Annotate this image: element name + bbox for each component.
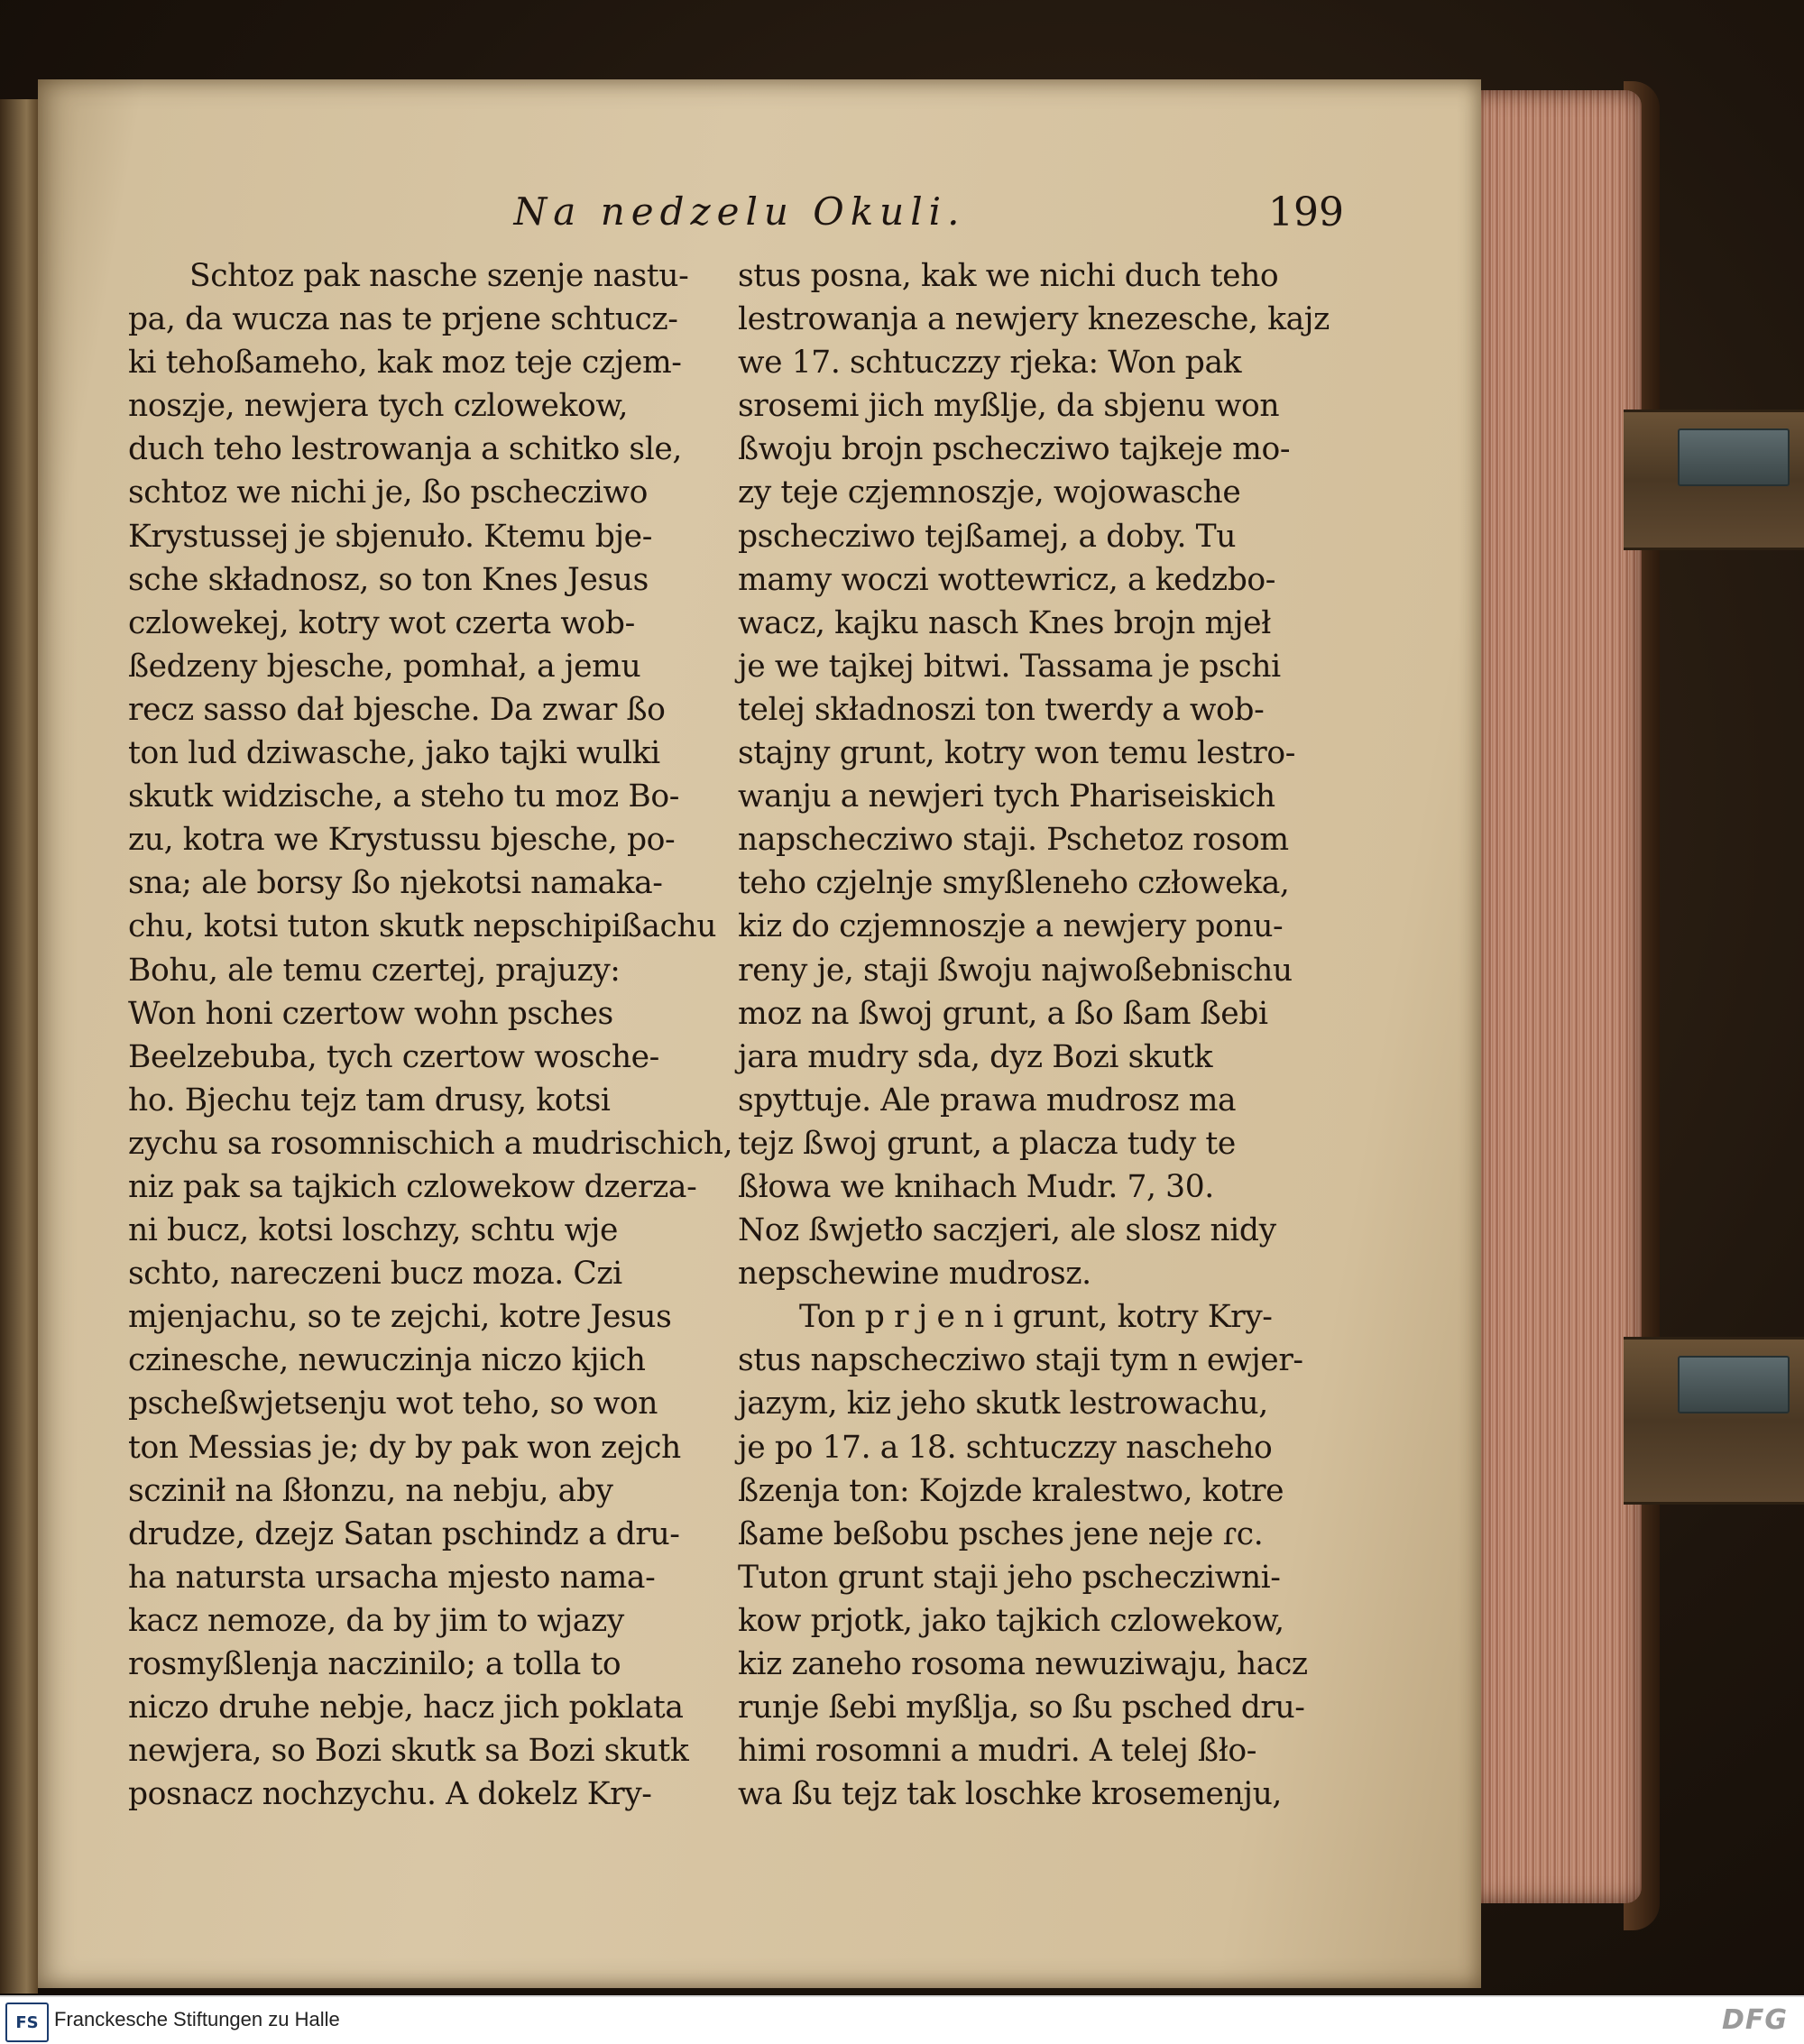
text-line: sna; ale borsy ßo njekotsi namaka- [128, 865, 663, 902]
text-line: ßłowa we knihach Mudr. 7, 30. [738, 1168, 1214, 1205]
text-line: telej składnoszi ton twerdy a wob- [738, 691, 1265, 728]
page-header [135, 189, 1344, 244]
right-text-column [738, 254, 1333, 1816]
text-line: ha natursta ursacha mjesto nama- [128, 1559, 656, 1596]
text-line: kacz nemoze, da by jim to wjazy [128, 1602, 624, 1639]
text-line: ßzenja ton: Kojzde kralestwo, kotre [738, 1472, 1284, 1509]
text-line: teho czjelnje smyßleneho człoweka, [738, 865, 1290, 902]
text-line: tejz ßwoj grunt, a placza tudy te [738, 1125, 1236, 1162]
book-clasp-top [1624, 410, 1804, 550]
book-clasp-bottom [1624, 1337, 1804, 1505]
text-line: drudze, dzejz Satan pschindz a dru- [128, 1515, 680, 1552]
text-line: ton Messias je; dy by pak won zejch [128, 1429, 681, 1466]
text-line: nepschewine mudrosz. [738, 1256, 1091, 1293]
text-line: czlowekej, kotry wot czerta wob- [128, 604, 635, 641]
text-line: moz na ßwoj grunt, a ßo ßam ßebi [738, 995, 1268, 1032]
text-line: chu, kotsi tuton skutk nepschipißachu [128, 908, 717, 945]
text-line: wa ßu tejz tak loschke krosemenju, [738, 1776, 1282, 1813]
text-line: wacz, kajku nasch Knes brojn mjeł [738, 604, 1271, 641]
text-line: kiz zaneho rosoma newuziwaju, hacz [738, 1646, 1308, 1682]
institution-name[interactable]: Franckesche Stiftungen zu Halle [54, 2008, 340, 2030]
text-line: Won honi czertow wohn psches [128, 995, 613, 1032]
text-line: czinesche, newuczinja niczo kjich [128, 1342, 646, 1379]
text-line: lestrowanja a newjery knezesche, kajz [738, 301, 1330, 338]
text-line: jazym, kiz jeho skutk lestrowachu, [738, 1386, 1268, 1423]
text-line: srosemi jich myßlje, da sbjenu won [738, 388, 1280, 425]
text-line: schto, nareczeni bucz moza. Czi [128, 1256, 622, 1293]
text-line: napschecziwo staji. Pschetoz rosom [738, 822, 1289, 859]
text-line: Ton p r j e n i grunt, kotry Kry- [799, 1299, 1273, 1336]
text-line: zu, kotra we Krystussu bjesche, po- [128, 822, 676, 859]
clasp-plate-icon [1678, 1356, 1790, 1413]
dfg-logo[interactable]: DFG [1721, 2004, 1788, 2036]
text-line: kiz do czjemnoszje a newjery ponu- [738, 908, 1284, 945]
text-line: posnacz nochzychu. A dokelz Kry- [128, 1776, 652, 1813]
text-line: je we tajkej bitwi. Tassama je pschi [738, 648, 1281, 685]
text-line: himi rosomni a mudri. A telej ßło- [738, 1733, 1256, 1770]
text-line: rosmyßlenja naczinilo; a tolla to [128, 1646, 621, 1682]
text-line: zychu sa rosomnischich a mudrischich, [128, 1125, 733, 1162]
viewer-footer [0, 1995, 1804, 2044]
left-text-column [128, 254, 733, 1816]
text-line: stajny grunt, kotry won temu lestro- [738, 735, 1296, 772]
running-title: Na nedzelu Okuli. [513, 189, 966, 234]
text-line: pa, da wucza nas te prjene schtucz- [128, 301, 678, 338]
text-line: Beelzebuba, tych czertow wosche- [128, 1038, 659, 1075]
text-line: mamy woczi wottewricz, a kedzbo- [738, 561, 1276, 598]
text-line: ßedzeny bjesche, pomhał, a jemu [128, 648, 641, 685]
text-line: Noz ßwjetło saczjeri, ale slosz nidy [738, 1212, 1276, 1249]
text-line: niczo druhe nebje, hacz jich poklata [128, 1690, 684, 1726]
text-line: Bohu, ale temu czertej, prajuzy: [128, 952, 621, 989]
text-line: schtoz we nichi je, ßo pschecziwo [128, 474, 648, 511]
text-line: niz pak sa tajkich czlowekow dzerza- [128, 1168, 697, 1205]
text-line: je po 17. a 18. schtuczzy naschehο [738, 1429, 1273, 1466]
text-line: ßwoju brojn pschecziwo tajkeje mo- [738, 431, 1291, 468]
text-line: ki tehoßameho, kak moz teje czjem- [128, 345, 682, 382]
text-line: sczinił na ßłonzu, na nebju, aby [128, 1472, 613, 1509]
text-line: mjenjachu, so te zejchi, kotre Jesus [128, 1299, 672, 1336]
text-line: recz sasso dał bjesche. Da zwar ßo [128, 691, 666, 728]
text-line: Krystussej je sbjenuło. Ktemu bje- [128, 518, 652, 555]
page-number: 199 [1268, 189, 1344, 235]
text-line: ni bucz, kotsi loschzy, schtu wje [128, 1212, 619, 1249]
text-line: wanju a newjeri tych Phariseiskich [738, 778, 1275, 815]
text-line: sche składnosz, so ton Knes Jesus [128, 561, 649, 598]
text-line: stus posna, kak we nichi duch teho [738, 258, 1279, 294]
text-line: newjera, so Bozi skutk sa Bozi skutk [128, 1733, 689, 1770]
text-line: kow prjotk, jako tajkich czlowekow, [738, 1602, 1284, 1639]
text-line: pschecziwo tejßamej, a doby. Tu [738, 518, 1237, 555]
text-line: ßame beßobu psches jene neje ɾc. [738, 1515, 1264, 1552]
text-line: ton lud dziwasche, jako tajki wulki [128, 735, 660, 772]
text-line: pscheßwjetsenju wot teho, so won [128, 1386, 658, 1423]
text-line: Tuton grunt staji jeho pschecziwni- [738, 1559, 1281, 1596]
text-line: we 17. schtuczzy rjeka: Won pak [738, 345, 1242, 382]
text-line: skutk widzische, a steho tu moz Bo- [128, 778, 679, 815]
page-block-edges [1470, 90, 1642, 1903]
text-line: spyttuje. Ale prawa mudrosz ma [738, 1082, 1237, 1119]
text-line: reny je, staji ßwoju najwoßebnischu [738, 952, 1293, 989]
text-line: Schtoz pak nasche szenje nastu- [189, 258, 689, 294]
text-line: jara mudry sda, dyz Bozi skutk [738, 1038, 1213, 1075]
previous-page-edge [0, 99, 38, 1993]
text-line: duch teho lestrowanja a schitko sle, [128, 431, 682, 468]
text-line: runje ßebi myßlja, so ßu psched dru- [738, 1690, 1305, 1726]
institution-logo-icon[interactable]: FS [5, 2003, 49, 2042]
clasp-plate-icon [1678, 428, 1790, 486]
text-line: zy teje czjemnoszje, wojowasche [738, 474, 1241, 511]
text-line: stus napschecziwo staji tym n ewjer- [738, 1342, 1303, 1379]
text-line: ho. Bjechu tejz tam drusy, kotsi [128, 1082, 611, 1119]
text-line: noszje, newjera tych czlowekow, [128, 388, 629, 425]
